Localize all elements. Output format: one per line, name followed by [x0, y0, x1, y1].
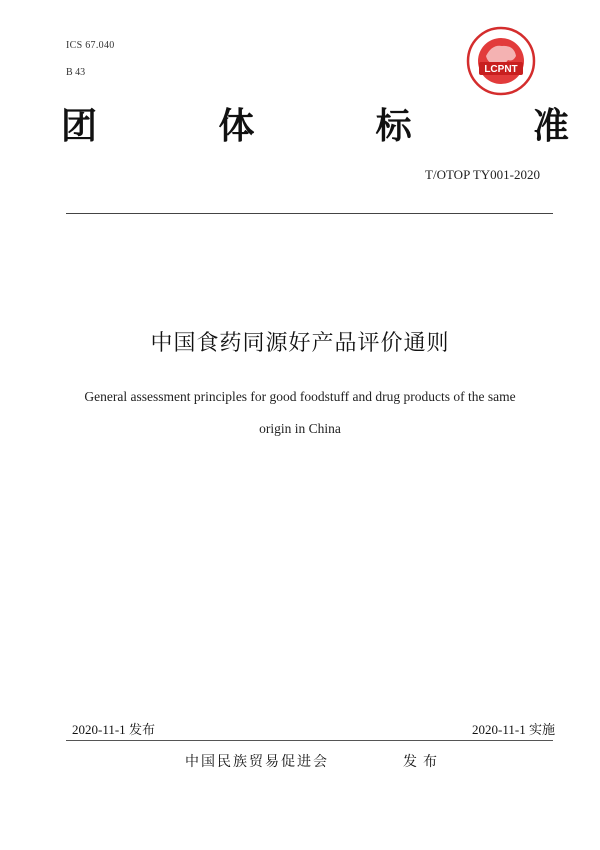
standard-type-char: 准: [532, 105, 569, 147]
implement-date: 2020-11-1: [472, 722, 526, 737]
document-title-en-line2: origin in China: [259, 421, 341, 436]
association-seal-icon: [466, 26, 536, 96]
document-title-en-line1: General assessment principles for good foodstuff and drug products of the same: [84, 389, 516, 404]
issuer-action: 发布: [403, 754, 443, 770]
publish-date: 2020-11-1: [72, 722, 126, 737]
issuer-name: 中国民族贸易促进会: [185, 754, 329, 770]
ics-code: ICS 67.040: [66, 40, 115, 51]
standard-type-char: 标: [375, 105, 412, 147]
implement-date-line: [472, 719, 555, 738]
publish-date-line: [72, 719, 155, 738]
implement-label: 实施: [528, 723, 555, 738]
header-divider: [66, 213, 553, 214]
standard-code: T/OTOP TY001-2020: [425, 167, 540, 182]
document-title-en: [50, 381, 550, 445]
standard-type-char: 团: [60, 105, 97, 147]
footer-divider: [66, 740, 553, 741]
standard-type-char: 体: [218, 105, 255, 147]
ccs-code: B 43: [66, 67, 86, 78]
standard-type-title: [55, 100, 575, 146]
document-title-cn: 中国食药同源好产品评价通则: [150, 331, 450, 356]
publish-label: 发布: [128, 723, 155, 738]
logo-text: LCPNT: [484, 64, 518, 75]
